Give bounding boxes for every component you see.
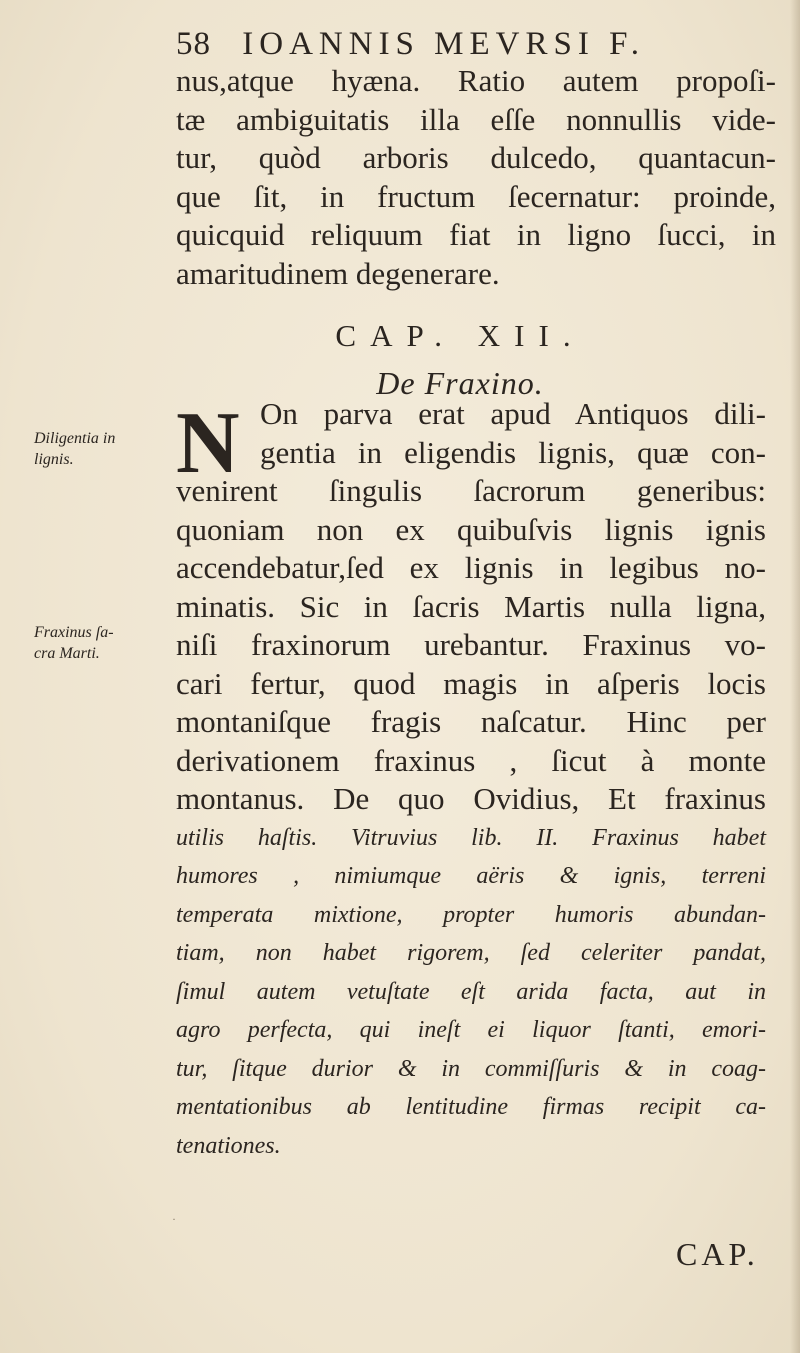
text-line: tur, ſitque durior & in commiſſuris & in coag- <box>176 1055 766 1082</box>
margin-note <box>34 428 164 470</box>
text-line: derivationem fraxinus , ſicut à monte <box>176 742 766 778</box>
margin-note-line: cra Marti. <box>34 645 100 662</box>
text-line: nus,atque hyæna. Ratio autem propoſi- <box>176 63 776 98</box>
text-line: niſi fraxinorum urebantur. Fraxinus vo- <box>176 627 766 662</box>
preceding-text <box>176 62 776 293</box>
text-line: mentationibus ab lentitudine firmas recipit ca- <box>176 1094 766 1120</box>
margin-note-line: Fraxinus ſa- <box>34 624 114 641</box>
text-line: On parva erat apud Antiquos dili- <box>260 396 766 431</box>
text-line: tæ ambiguitatis illa eſſe nonnullis vide- <box>176 101 776 137</box>
text-line: agro perfecta, qui ineſt ei liquor ſtanti, emori- <box>176 1017 766 1043</box>
text-line: ſimul autem vetuſtate eſt arida facta, aut in <box>176 978 766 1005</box>
text-line: temperata mixtione, propter humoris abundan- <box>176 901 766 928</box>
text-line: venirent ſingulis ſacrorum generibus: <box>176 473 766 508</box>
text-line: humores , nimiumque aëris & ignis, terreni <box>176 863 766 889</box>
running-head: IOANNIS MEVRSI F. <box>242 26 646 62</box>
ink-speck: · <box>172 1212 176 1226</box>
text-line: montaniſque fragis naſcatur. Hinc per <box>176 704 766 739</box>
margin-note <box>34 622 164 664</box>
text-line: minatis. Sic in ſacris Martis nulla ligna, <box>176 588 766 624</box>
text-line: accendebatur,ſed ex lignis in legibus no- <box>176 550 766 585</box>
drop-cap: N <box>176 395 240 492</box>
text-line: cari fertur, quod magis in aſperis locis <box>176 665 766 701</box>
text-line: amaritudinem degenerare. <box>176 255 500 291</box>
page-number: 58 <box>176 26 211 62</box>
chapter-paragraph <box>176 395 766 1165</box>
catchword: CAP. <box>676 1236 759 1272</box>
text-line: gentia in eligendis lignis, quæ con- <box>260 434 766 470</box>
chapter-title: CAP. XII. <box>335 318 585 353</box>
text-line: tenationes. <box>176 1132 281 1159</box>
chapter-subtitle: De Fraxino. <box>376 365 544 401</box>
text-line: montanus. De quo Ovidius, Et fraxinus <box>176 781 766 816</box>
margin-note-line: Diligentia in <box>34 430 116 447</box>
page-edge-shadow <box>790 0 800 1353</box>
margin-note-line: lignis. <box>34 451 74 468</box>
text-line: utilis haſtis. Vitruvius lib. II. Fraxinus habet <box>176 824 766 851</box>
text-line: tur, quòd arboris dulcedo, quantacun- <box>176 140 776 175</box>
text-line: quicquid reliquum fiat in ligno ſucci, in <box>176 217 776 252</box>
text-line: tiam, non habet rigorem, ſed celeriter pandat, <box>176 940 766 966</box>
text-line: que ſit, in fructum ſecernatur: proinde, <box>176 178 776 214</box>
text-line: quoniam non ex quibuſvis lignis ignis <box>176 511 766 547</box>
